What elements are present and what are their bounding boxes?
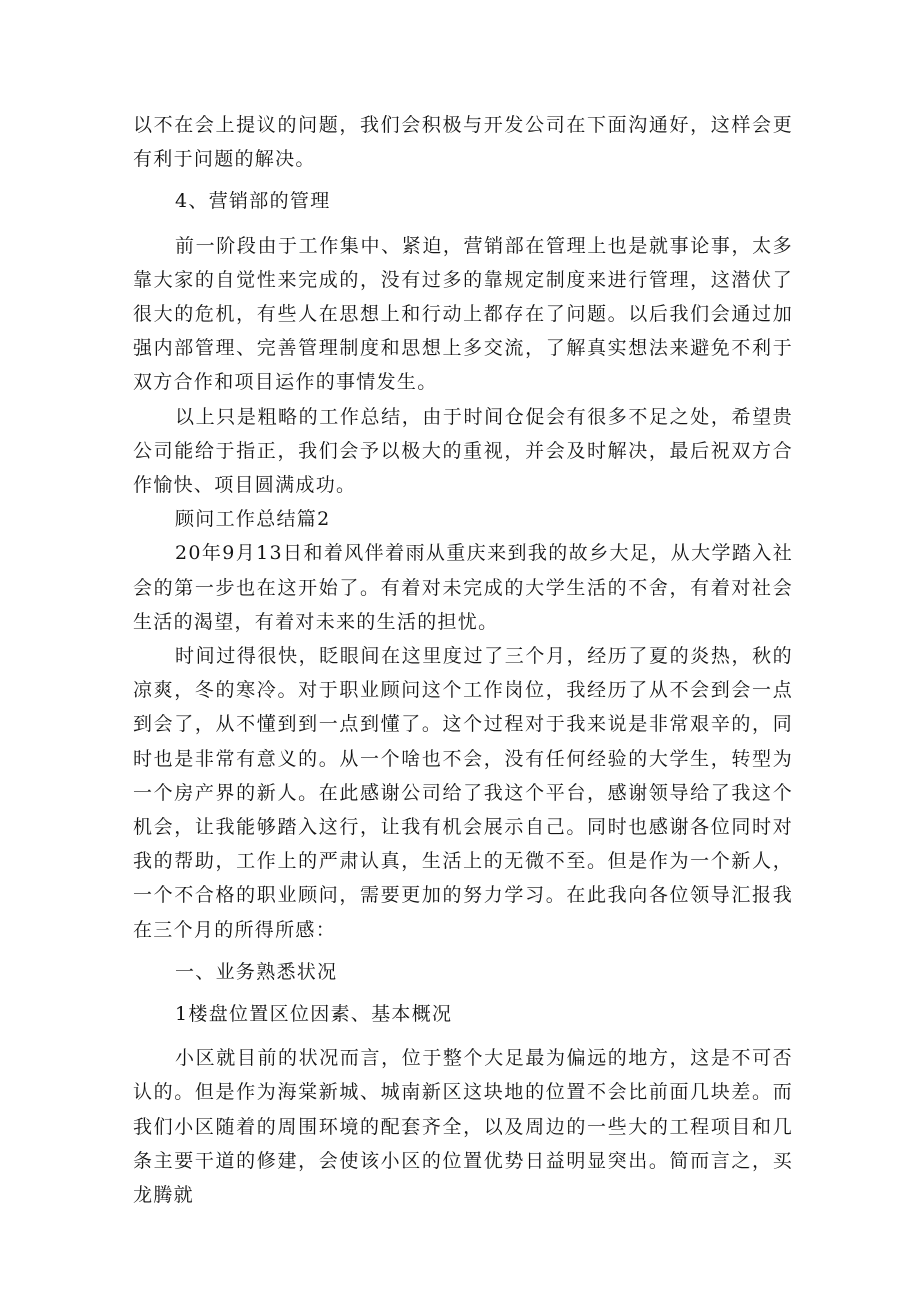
paragraph-district-location: 小区就目前的状况而言，位于整个大足最为偏远的地方，这是不可否认的。但是作为海棠新城、城南新区这块地的位置不会比前面几块差。而我们小区随着的周围环境的配套齐全，以及周边的一些大的工程项目和几条主要干道的修建，会使该小区的位置优势日益明显突出。简而言之，买龙腾就 [133, 1047, 793, 1207]
paragraph-summary: 以上只是粗略的工作总结，由于时间仓促会有很多不足之处，希望贵公司能给于指正，我们会予以极大的重视，并会及时解决，最后祝双方合作愉快、项目圆满成功。 [133, 405, 793, 497]
heading-part-2: 顾问工作总结篇2 [175, 508, 331, 531]
heading-marketing-management: 4、营销部的管理 [175, 190, 331, 213]
paragraph-arrival: 20年9月13日和着风伴着雨从重庆来到我的故乡大足，从大学踏入社会的第一步也在这开始了。有着对未完成的大学生活的不舍，有着对社会生活的渴望，有着对未来的生活的担忧。 [133, 542, 793, 633]
paragraph-continued: 以不在会上提议的问题，我们会积极与开发公司在下面沟通好，这样会更有利于问题的解决。 [133, 114, 793, 171]
heading-property-location: 1楼盘位置区位因素、基本概况 [175, 1003, 453, 1026]
paragraph-marketing-management: 前一阶段由于工作集中、紧迫，营销部在管理上也是就事论事，太多靠大家的自觉性来完成的，没有过多的靠规定制度来进行管理，这潜伏了很大的危机，有些人在思想上和行动上都存在了问题。以后我们会通过加强内部管理、完善管理制度和思想上多交流，了解真实想法来避免不利于双方合作和项目运作的事情发生。 [133, 234, 793, 394]
document-body [133, 108, 793, 1212]
heading-business-familiarity: 一、业务熟悉状况 [175, 960, 338, 983]
paragraph-three-months: 时间过得很快，眨眼间在这里度过了三个月，经历了夏的炎热，秋的凉爽，冬的寒冷。对于职业顾问这个工作岗位，我经历了从不会到会一点到会了，从不懂到到一点到懂了。这个过程对于我来说是非常艰辛的，同时也是非常有意义的。从一个啥也不会，没有任何经验的大学生，转型为一个房产界的新人。在此感谢公司给了我这个平台，感谢领导给了我这个机会，让我能够踏入这行，让我有机会展示自己。同时也感谢各位同时对我的帮助，工作上的严肃认真，生活上的无微不至。但是作为一个新人，一个不合格的职业顾问，需要更加的努力学习。在此我向各位领导汇报我在三个月的所得所感： [133, 645, 793, 941]
